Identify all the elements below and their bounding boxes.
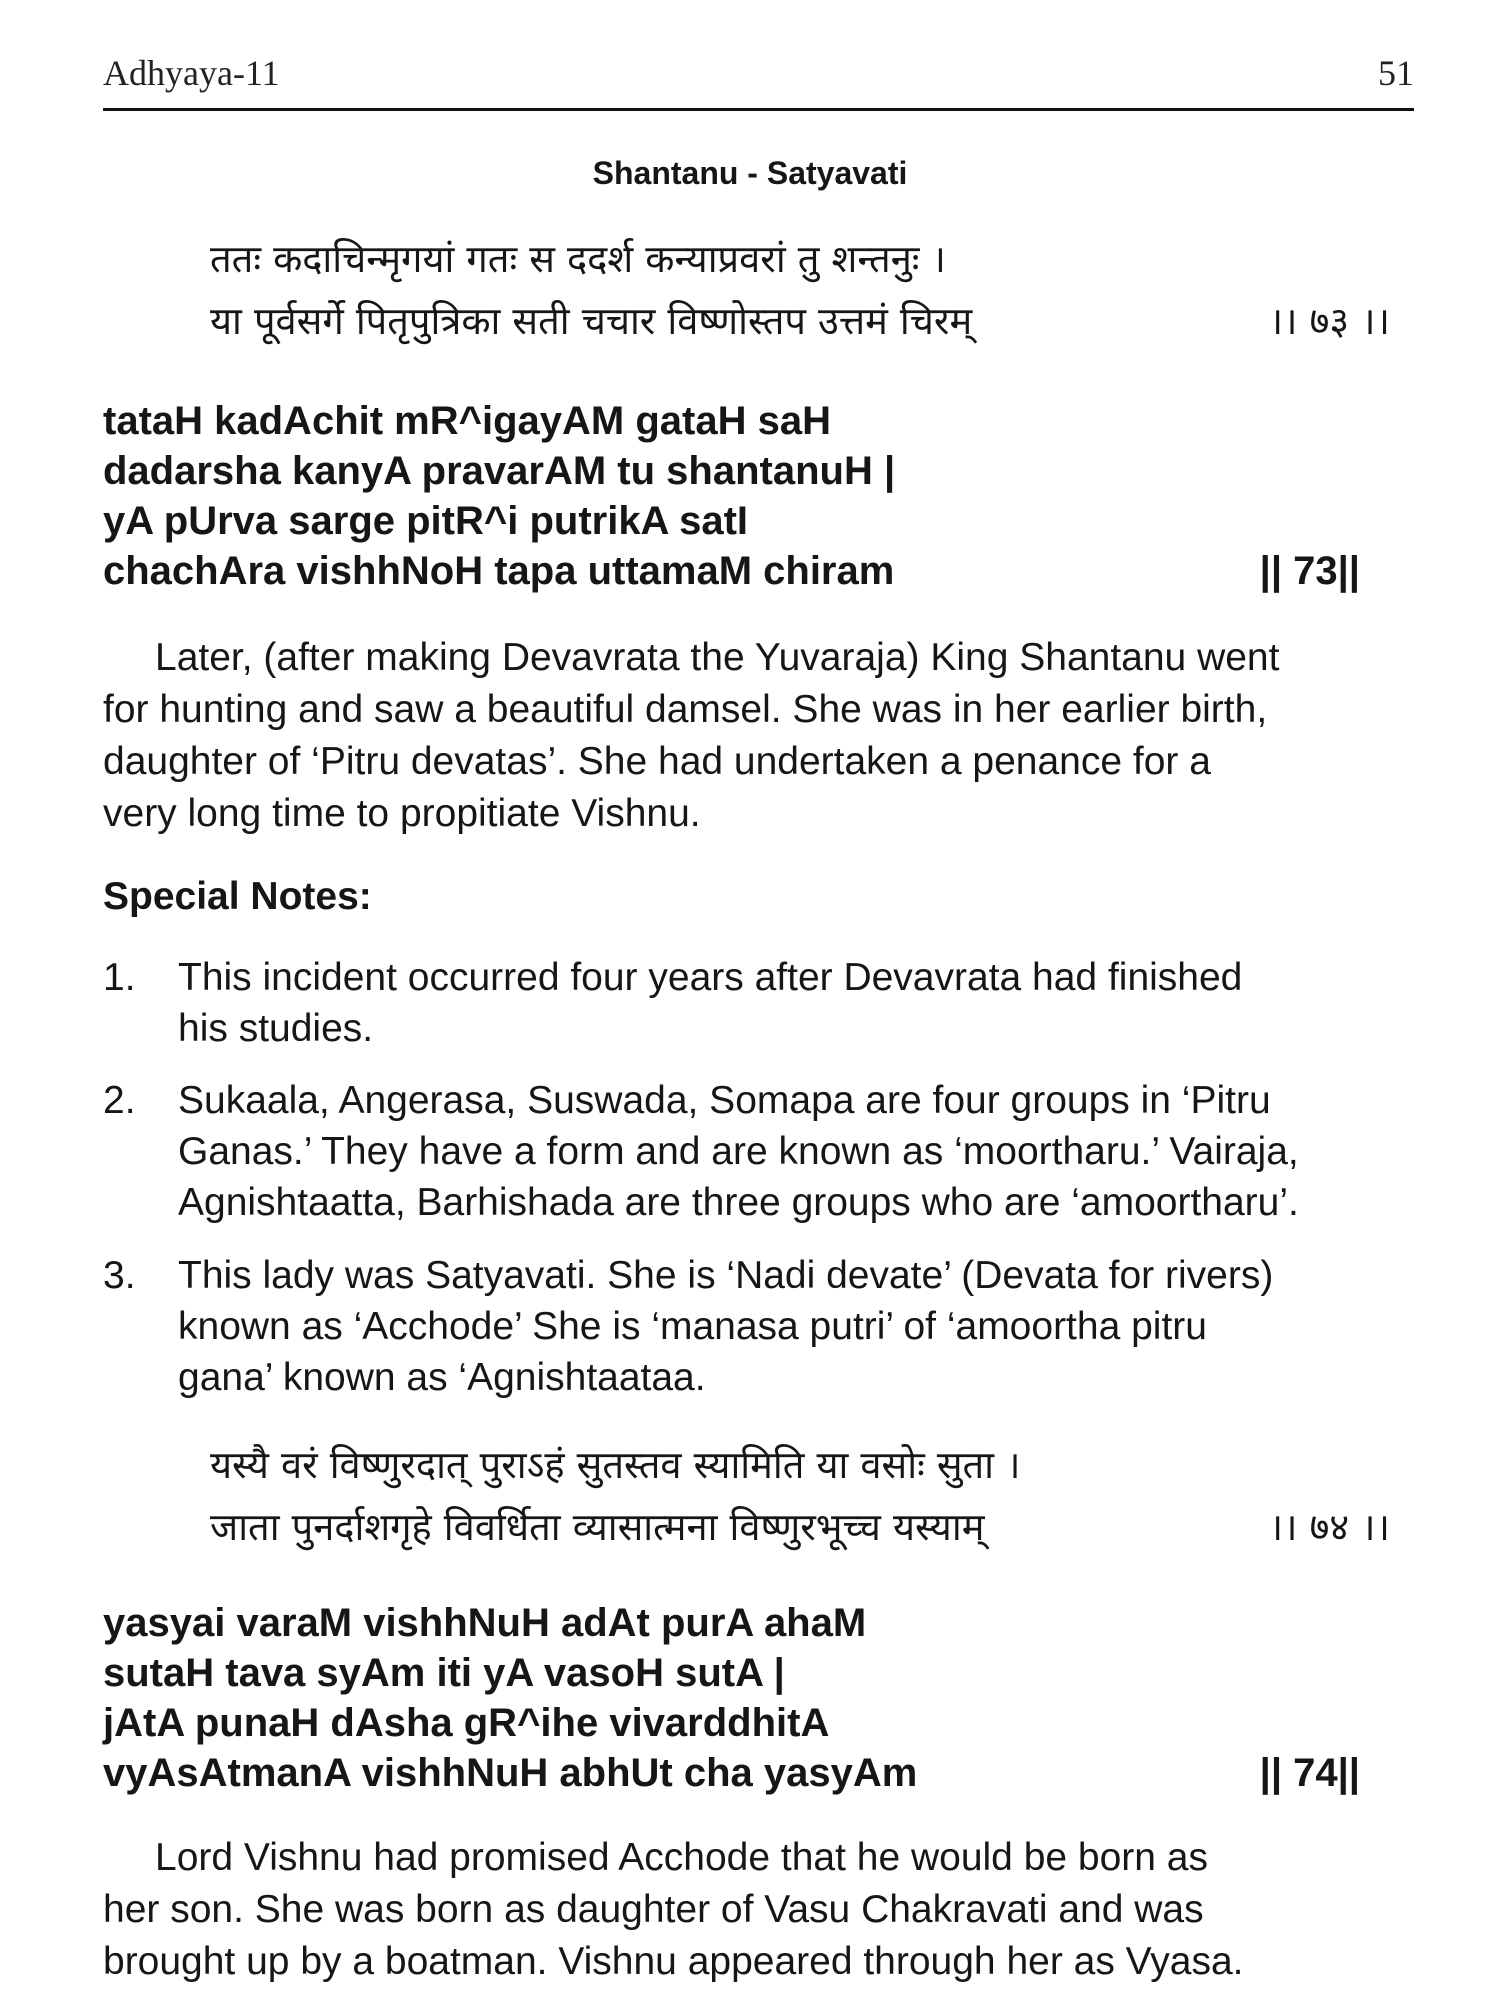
transliteration-line (103, 1698, 1360, 1748)
transliteration-line (103, 546, 1360, 596)
note-line: Sukaala, Angerasa, Suswada, Somapa are four groups in ‘Pitru (178, 1079, 1271, 1122)
sanskrit-line (210, 290, 1390, 352)
verse-74-meaning (103, 1832, 1420, 1988)
transliteration-line (103, 446, 1360, 496)
note-line: gana’ known as ‘Agnishtaataa. (178, 1356, 706, 1399)
note-item (103, 1075, 1420, 1228)
verse-74-transliteration (103, 1598, 1360, 1798)
transliteration-text: chachAra vishhNoH tapa uttamaM chiram (103, 549, 895, 593)
chapter-label: Adhyaya-11 (103, 53, 280, 93)
transliteration-text: jAtA punaH dAsha gR^ihe vivarddhitA (103, 1701, 830, 1745)
transliteration-line (103, 1648, 1360, 1698)
sanskrit-text: या पूर्वसर्गे पितृपुत्रिका सती चचार विष्णोस्तप उत्तमं चिरम् (210, 299, 973, 343)
running-header (103, 52, 1414, 112)
header-rule (103, 108, 1414, 111)
transliteration-line (103, 1598, 1360, 1648)
note-number: 3. (103, 1254, 136, 1297)
sanskrit-line (210, 228, 1390, 290)
meaning-line: very long time to propitiate Vishnu. (103, 792, 701, 835)
note-number: 2. (103, 1079, 136, 1122)
transliteration-text: vyAsAtmanA vishhNuH abhUt cha yasyAm (103, 1751, 918, 1795)
sanskrit-text: ततः कदाचिन्मृगयां गतः स ददर्श कन्याप्रवरां तु शन्तनुः । (210, 237, 946, 281)
sanskrit-verse-number: ।। ७४ ।। (1268, 1505, 1390, 1549)
verse-73-meaning (103, 632, 1420, 840)
transliteration-line (103, 396, 1360, 446)
meaning-line: her son. She was born as daughter of Vasu Chakravati and was (103, 1888, 1204, 1931)
transliteration-text: sutaH tava syAm iti yA vasoH sutA | (103, 1651, 785, 1695)
transliteration-text: tataH kadAchit mR^igayAM gataH saH (103, 399, 831, 443)
meaning-line: brought up by a boatman. Vishnu appeared through her as Vyasa. (103, 1940, 1244, 1983)
note-item (103, 952, 1420, 1054)
note-line: This lady was Satyavati. She is ‘Nadi devate’ (Devata for rivers) (178, 1254, 1274, 1297)
sanskrit-text: यस्यै वरं विष्णुरदात् पुराऽहं सुतस्तव स्यामिति या वसोः सुता । (210, 1443, 1021, 1487)
page-number: 51 (1378, 53, 1414, 93)
verse-number: || 74|| (1259, 1751, 1360, 1795)
note-line: Ganas.’ They have a form and are known as ‘moortharu.’ Vairaja, (178, 1130, 1299, 1173)
note-item (103, 1250, 1420, 1403)
verse-73-sanskrit (210, 228, 1390, 352)
transliteration-text: yasyai varaM vishhNuH adAt purA ahaM (103, 1601, 867, 1645)
note-line: This incident occurred four years after Devavrata had finished (178, 956, 1243, 999)
sanskrit-verse-number: ।। ७३ ।। (1268, 299, 1390, 343)
meaning-line: Later, (after making Devavrata the Yuvaraja) King Shantanu went (155, 636, 1280, 679)
special-notes-heading: Special Notes: (103, 875, 372, 918)
meaning-line: for hunting and saw a beautiful damsel. She was in her earlier birth, (103, 688, 1268, 731)
section-title: Shantanu - Satyavati (592, 155, 908, 191)
transliteration-line (103, 1748, 1360, 1798)
transliteration-line (103, 496, 1360, 546)
transliteration-text: yA pUrva sarge pitR^i putrikA satI (103, 499, 748, 543)
note-line: known as ‘Acchode’ She is ‘manasa putri’ of ‘amoortha pitru (178, 1305, 1207, 1348)
meaning-line: Lord Vishnu had promised Acchode that he would be born as (155, 1836, 1208, 1879)
sanskrit-text: जाता पुनर्दाशगृहे विवर्धिता व्यासात्मना विष्णुरभूच्च यस्याम् (210, 1505, 985, 1549)
verse-number: || 73|| (1259, 549, 1360, 593)
verse-73-transliteration (103, 396, 1360, 596)
verse-74-sanskrit (210, 1434, 1390, 1558)
sanskrit-line (210, 1496, 1390, 1558)
transliteration-text: dadarsha kanyA pravarAM tu shantanuH | (103, 449, 896, 493)
note-number: 1. (103, 956, 136, 999)
meaning-line: daughter of ‘Pitru devatas’. She had undertaken a penance for a (103, 740, 1211, 783)
note-line: his studies. (178, 1007, 374, 1050)
sanskrit-line (210, 1434, 1390, 1496)
note-line: Agnishtaatta, Barhishada are three groups who are ‘amoortharu’. (178, 1181, 1299, 1224)
